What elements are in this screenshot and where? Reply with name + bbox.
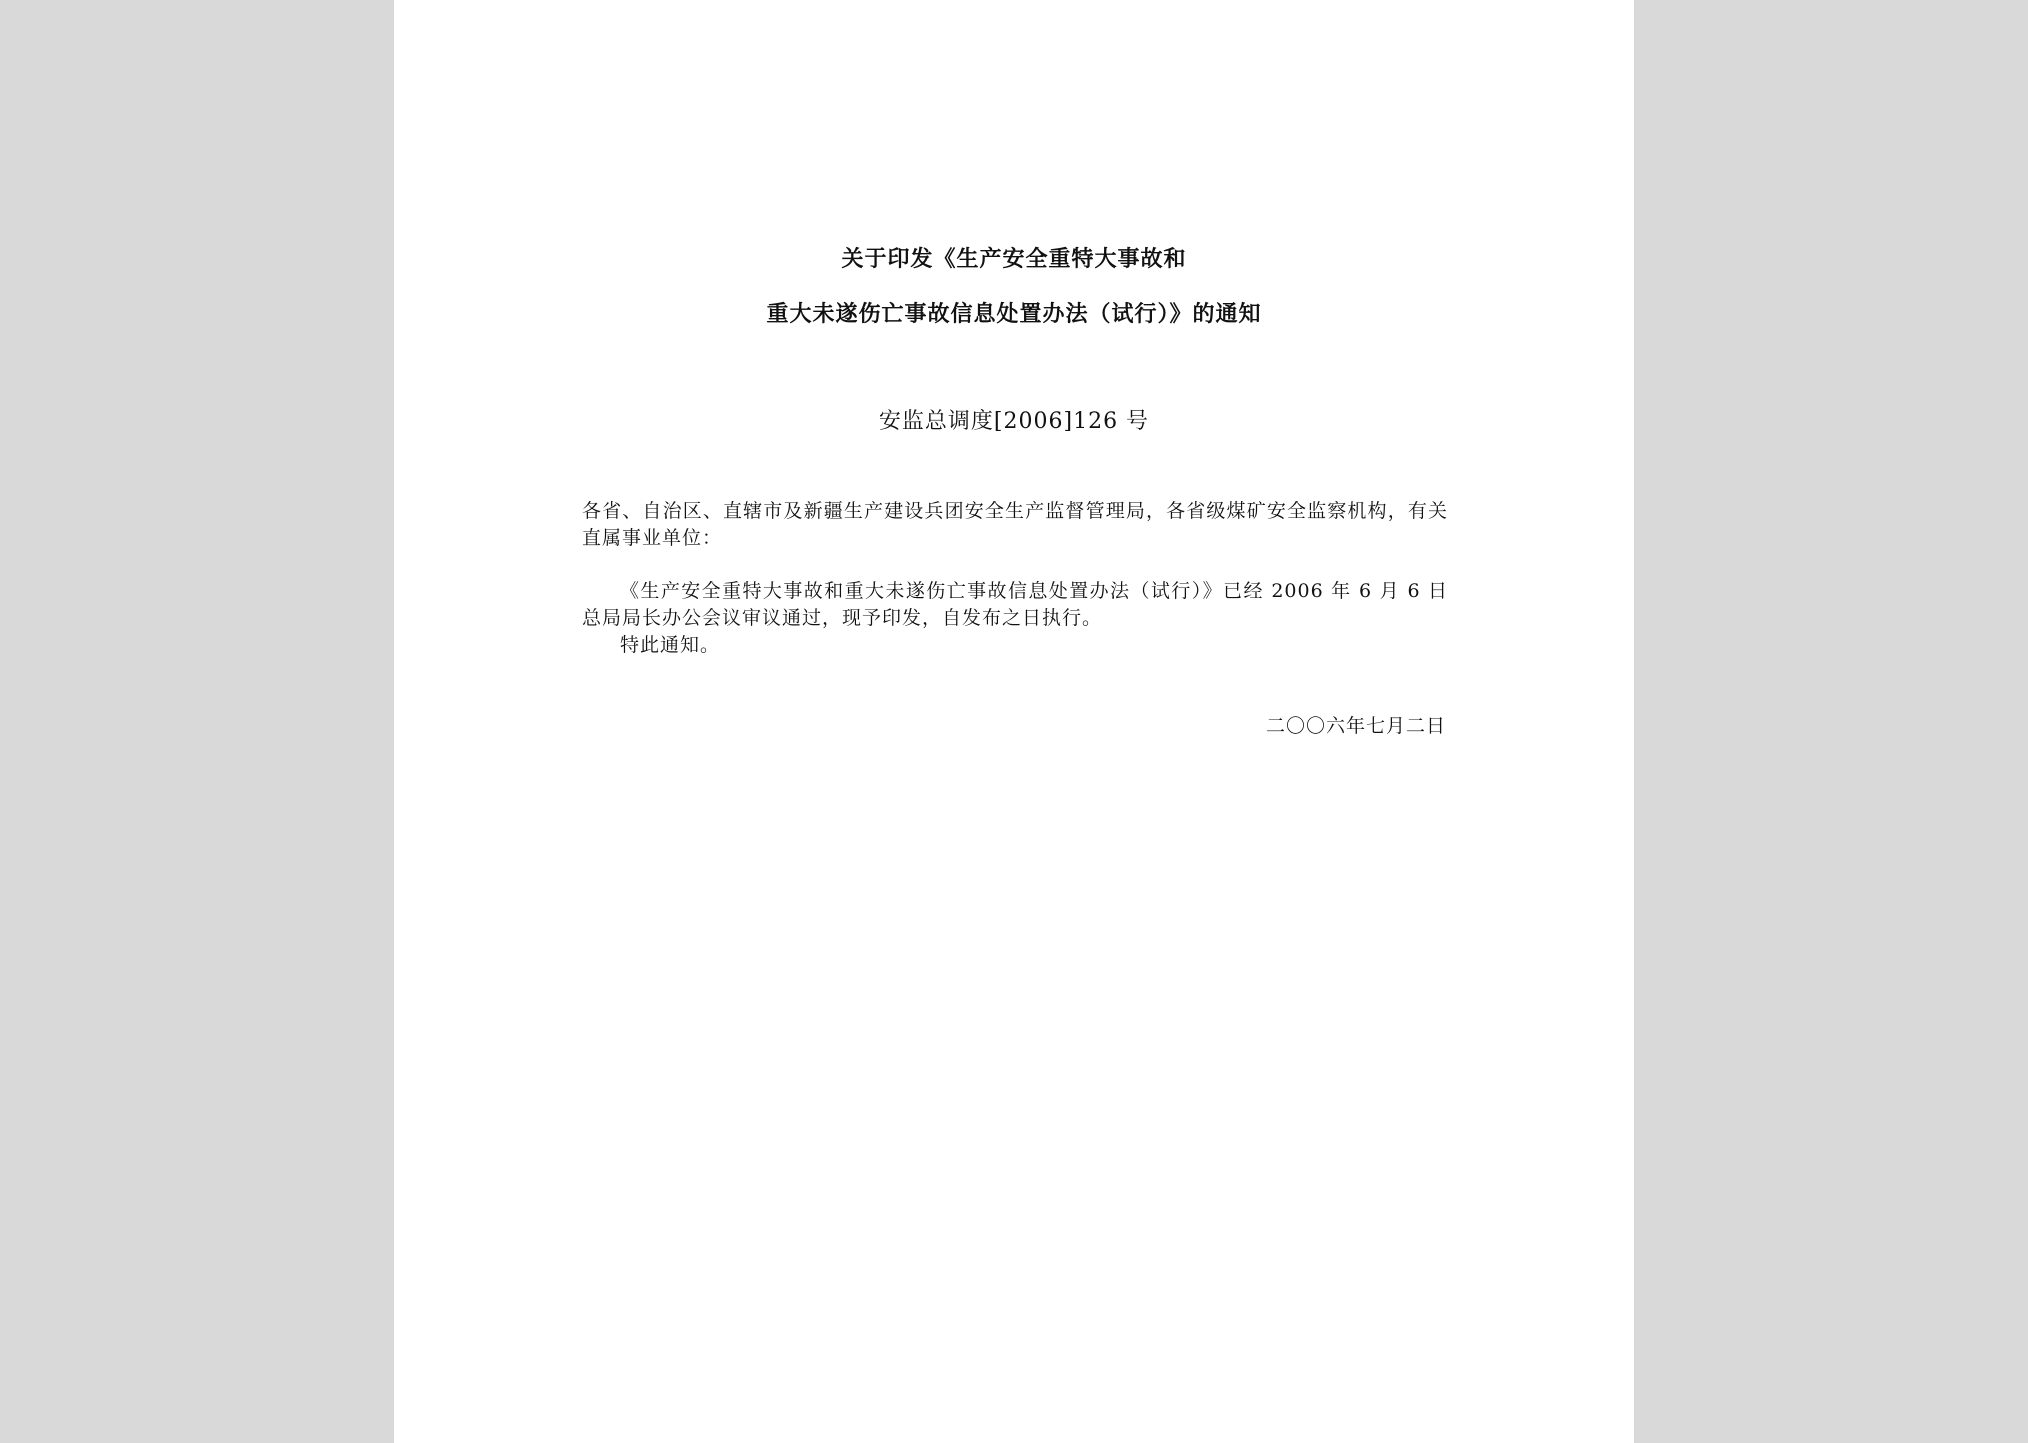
addressee: 各省、自治区、直辖市及新疆生产建设兵团安全生产监督管理局，各省级煤矿安全监察机构，有关直属事业单位：: [582, 500, 1448, 549]
document-number: 安监总调度[2006]126 号: [878, 409, 1150, 434]
document-date: 二〇〇六年七月二日: [1265, 715, 1446, 737]
document-title-line-2: 重大未遂伤亡事故信息处置办法（试行）》的通知: [766, 302, 1262, 327]
body-paragraph-2: 特此通知。: [620, 634, 721, 656]
document-page: [394, 0, 1634, 1443]
document-title-line-1: 关于印发《生产安全重特大事故和: [841, 247, 1187, 272]
body-paragraph-1: 《生产安全重特大事故和重大未遂伤亡事故信息处置办法（试行）》已经 2006 年 6 月 6 日总局局长办公会议审议通过，现予印发，自发布之日执行。: [582, 580, 1448, 629]
